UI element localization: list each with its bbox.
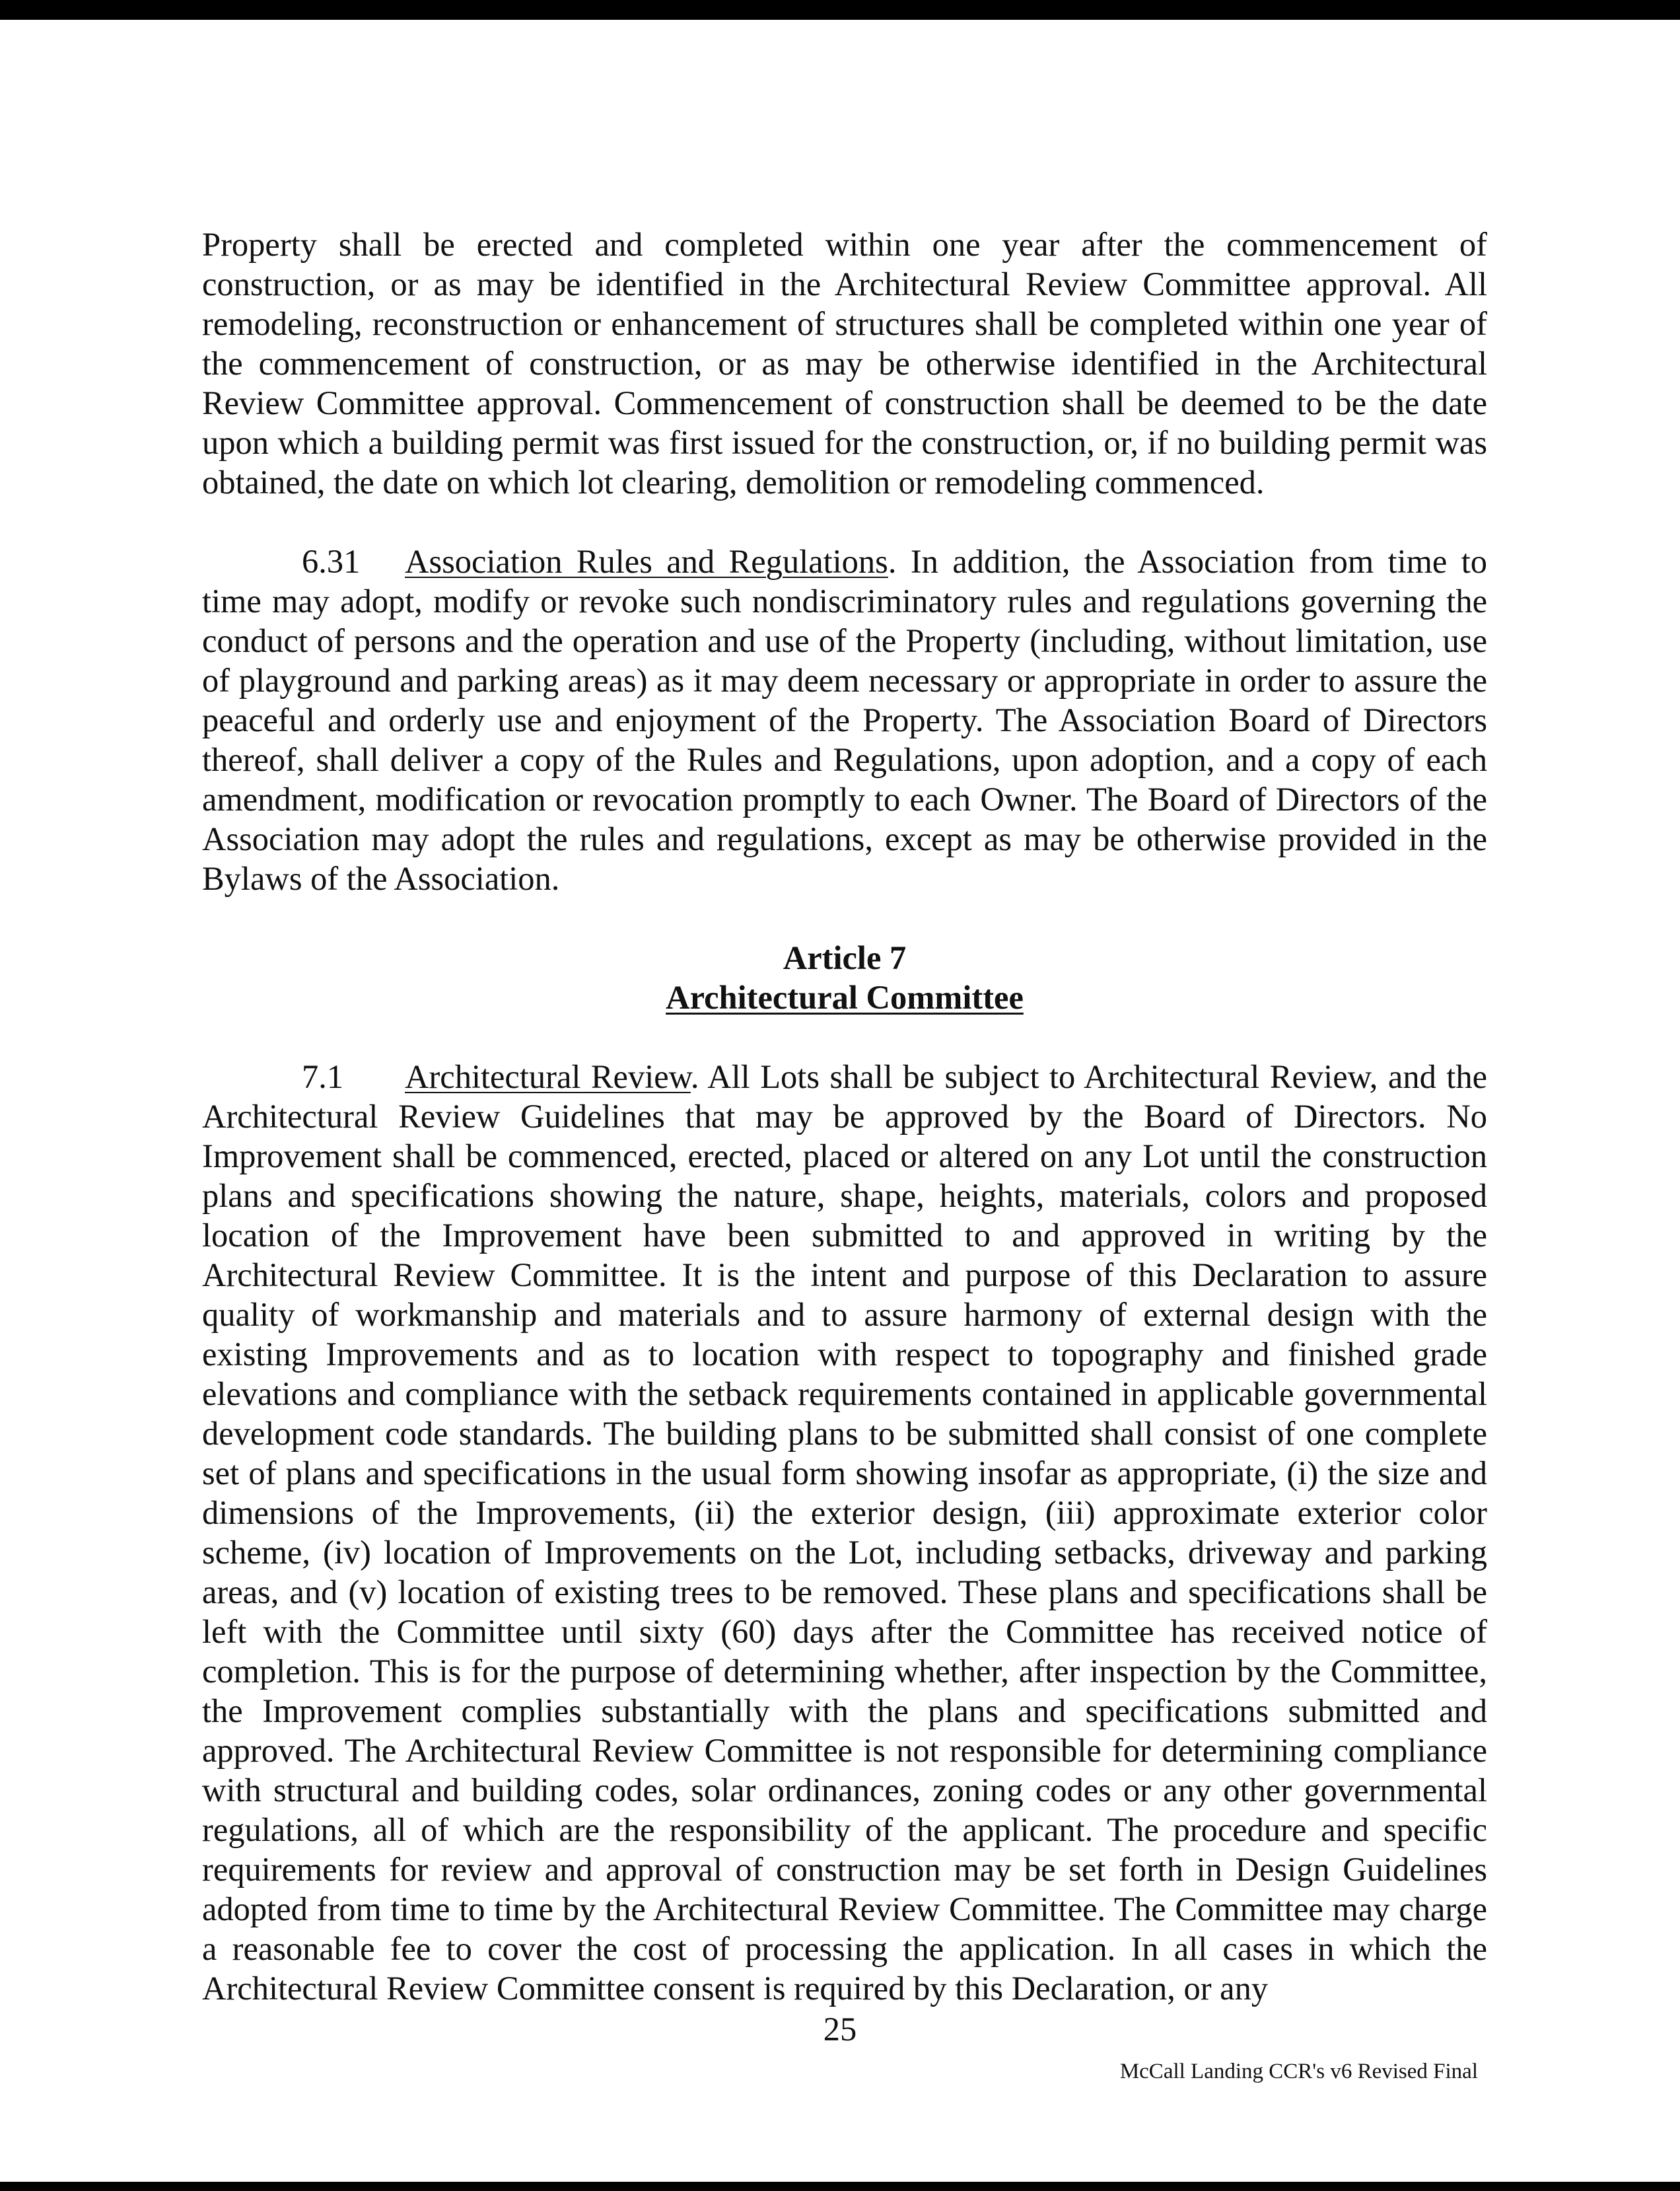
- section-6-31-title: Association Rules and Regulations: [405, 543, 888, 580]
- section-7-1: [202, 1057, 1487, 2008]
- article-heading: [202, 938, 1487, 1017]
- intro-paragraph-text: Property shall be erected and completed within one year after the commencement of construction, or as may be identified in the Architectural Review Committee approval. All remodeling, reconstruction or enhancement of structures shall be completed within one year of the commencement of construction, or as may be otherwise identified in the Architectural Review Committee approval. Commencement of construction shall be deemed to be the date upon which a building permit was first issued for the construction, or, if no building permit was obtained, the date on which lot clearing, demolition or remodeling commenced.: [202, 226, 1487, 501]
- page-number: 25: [823, 2011, 857, 2048]
- article-title: Architectural Committee: [666, 979, 1024, 1016]
- scan-top-border: [0, 0, 1680, 20]
- section-6-31-number: 6.31: [302, 543, 361, 580]
- scan-bottom-border: [0, 2182, 1680, 2191]
- section-7-1-number: 7.1: [302, 1058, 344, 1095]
- section-6-31: [202, 542, 1487, 898]
- article-label: Article 7: [783, 939, 907, 976]
- section-7-1-title: Architectural Review: [405, 1058, 691, 1095]
- section-6-31-text: . In addition, the Association from time to time may adopt, modify or revoke such nondiscriminatory rules and regulations governing the conduct of persons and the operation and use of the Property (including, without limitation, use of playground and parking areas) as it may deem necessary or appropriate in order to assure the peaceful and orderly use and enjoyment of the Property. The Association Board of Directors thereof, shall deliver a copy of the Rules and Regulations, upon adoption, and a copy of each amendment, modification or revocation promptly to each Owner. The Board of Directors of the Association may adopt the rules and regulations, except as may be otherwise provided in the Bylaws of the Association.: [202, 543, 1487, 897]
- section-7-1-text: . All Lots shall be subject to Architectural Review, and the Architectural Review Guidelines that may be approved by the Board of Directors. No Improvement shall be commenced, erected, placed or altered on any Lot until the construction plans and specifications showing the nature, shape, heights, materials, colors and proposed location of the Improvement have been submitted to and approved in writing by the Architectural Review Committee. It is the intent and purpose of this Declaration to assure quality of workmanship and materials and to assure harmony of external design with the existing Improvements and as to location with respect to topography and finished grade elevations and compliance with the setback requirements contained in applicable governmental development code standards. The building plans to be submitted shall consist of one complete set of plans and specifications in the usual form showing insofar as appropriate, (i) the size and dimensions of the Improvements, (ii) the exterior design, (iii) approximate exterior color scheme, (iv) location of Improvements on the Lot, including setbacks, driveway and parking areas, and (v) location of existing trees to be removed. These plans and specifications shall be left with the Committee until sixty (60) days after the Committee has received notice of completion. This is for the purpose of determining whether, after inspection by the Committee, the Improvement complies substantially with the plans and specifications submitted and approved. The Architectural Review Committee is not responsible for determining compliance with structural and building codes, solar ordinances, zoning codes or any other governmental regulations, all of which are the responsibility of the applicant. The procedure and specific requirements for review and approval of construction may be set forth in Design Guidelines adopted from time to time by the Architectural Review Committee. The Committee may charge a reasonable fee to cover the cost of processing the application. In all cases in which the Architectural Review Committee consent is required by this Declaration, or any: [202, 1058, 1488, 2007]
- footer-document-id: McCall Landing CCR's v6 Revised Final: [1119, 2060, 1478, 2083]
- document-body: [202, 225, 1487, 2008]
- intro-paragraph: [202, 225, 1487, 502]
